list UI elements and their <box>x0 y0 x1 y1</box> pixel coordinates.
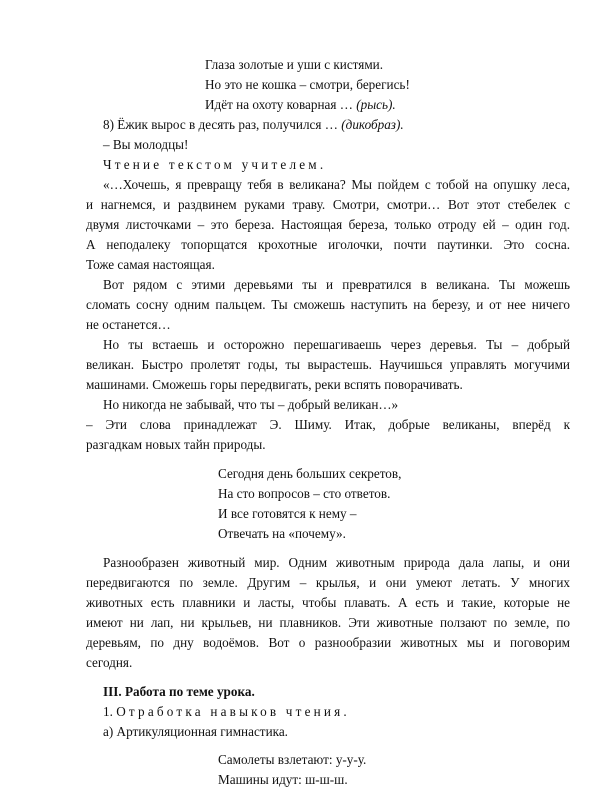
subsection-1-title: Отработка навыков чтения. <box>116 704 350 719</box>
section-heading: III. Работа по теме урока. <box>103 684 255 699</box>
riddle-8 <box>103 115 404 135</box>
paragraph-line-3: животных есть плавники и ласты, чтобы плавать. А есть и такие, которые не <box>86 595 570 610</box>
reading-heading: Чтение текстом учителем. <box>103 157 327 172</box>
story-line-6: Вот рядом с этими деревьями ты и превратился в великана. Ты можешь <box>103 277 570 292</box>
poem1-line-2: Но это не кошка – смотри, берегись! <box>205 77 410 92</box>
paragraph-line-2: передвигаются по земле. Другим – крылья, и они умеют летать. У многих <box>86 575 570 590</box>
story-line-1: «…Хочешь, я превращу тебя в великана? Мы пойдем с тобой на опушку леса, <box>103 177 570 192</box>
paragraph-line-5: деревьям, по дну водоёмов. Вот о разнообразии животных мы и поговорим <box>86 635 570 650</box>
poem1-line-1: Глаза золотые и уши с кистями. <box>205 57 384 72</box>
story-line-3: двумя листочками – это береза. Настоящая береза, только отроду ей – один год. <box>86 217 570 232</box>
story-line-14: разгадкам новых тайн природы. <box>86 437 266 452</box>
subsection-1 <box>103 702 350 722</box>
paragraph-line-4: имеют ни лап, ни крыльев, ни плавников. Эти животные ползают по земле, по <box>86 615 570 630</box>
story-line-11: машинами. Сможешь горы передвигать, реки вспять поворачивать. <box>86 377 463 392</box>
story-line-13: – Эти слова принадлежат Э. Шиму. Итак, добрые великаны, вперёд к <box>86 417 570 432</box>
poem1-line-3-text: Идёт на охоту коварная … <box>205 97 357 112</box>
riddle-8-text: 8) Ёжик вырос в десять раз, получился … <box>103 117 342 132</box>
story-line-9: Но ты встаешь и осторожно перешагиваешь через деревья. Ты – добрый <box>103 337 570 352</box>
poem3-line-1: Самолеты взлетают: у-у-у. <box>218 752 367 767</box>
poem2-line-3: И все готовятся к нему – <box>218 506 357 521</box>
poem3-line-2: Машины идут: ш-ш-ш. <box>218 772 348 787</box>
story-line-8: не останется… <box>86 317 171 332</box>
subsection-1-number: 1. <box>103 704 113 719</box>
paragraph-line-1: Разнообразен животный мир. Одним животным природа дала лапы, и они <box>103 555 570 570</box>
poem2-line-2: На сто вопросов – сто ответов. <box>218 486 391 501</box>
story-line-10: великан. Быстро пролетят годы, ты вырастешь. Научишься управлять могучими <box>86 357 570 372</box>
story-line-5: Тоже самая настоящая. <box>86 257 215 272</box>
riddle-8-answer: (дикобраз). <box>341 117 404 132</box>
story-line-4: А неподалеку топорщатся крохотные иголочки, почти паутинки. Это сосна. <box>86 237 570 252</box>
paragraph-line-6: сегодня. <box>86 655 133 670</box>
story-line-12: Но никогда не забывай, что ты – добрый великан…» <box>103 397 399 412</box>
subsection-a: а) Артикуляционная гимнастика. <box>103 724 288 739</box>
story-line-7: сломать сосну одним пальцем. Ты сможешь наступить на березу, и от нее ничего <box>86 297 570 312</box>
poem1-line-3 <box>205 95 396 115</box>
praise-line: – Вы молодцы! <box>103 137 189 152</box>
poem1-answer: (рысь). <box>356 97 396 112</box>
poem2-line-1: Сегодня день больших секретов, <box>218 466 402 481</box>
poem2-line-4: Отвечать на «почему». <box>218 526 346 541</box>
story-line-2: и нагнемся, и раздвинем руками траву. Смотри, смотри… Вот этот стебелек с <box>86 197 570 212</box>
